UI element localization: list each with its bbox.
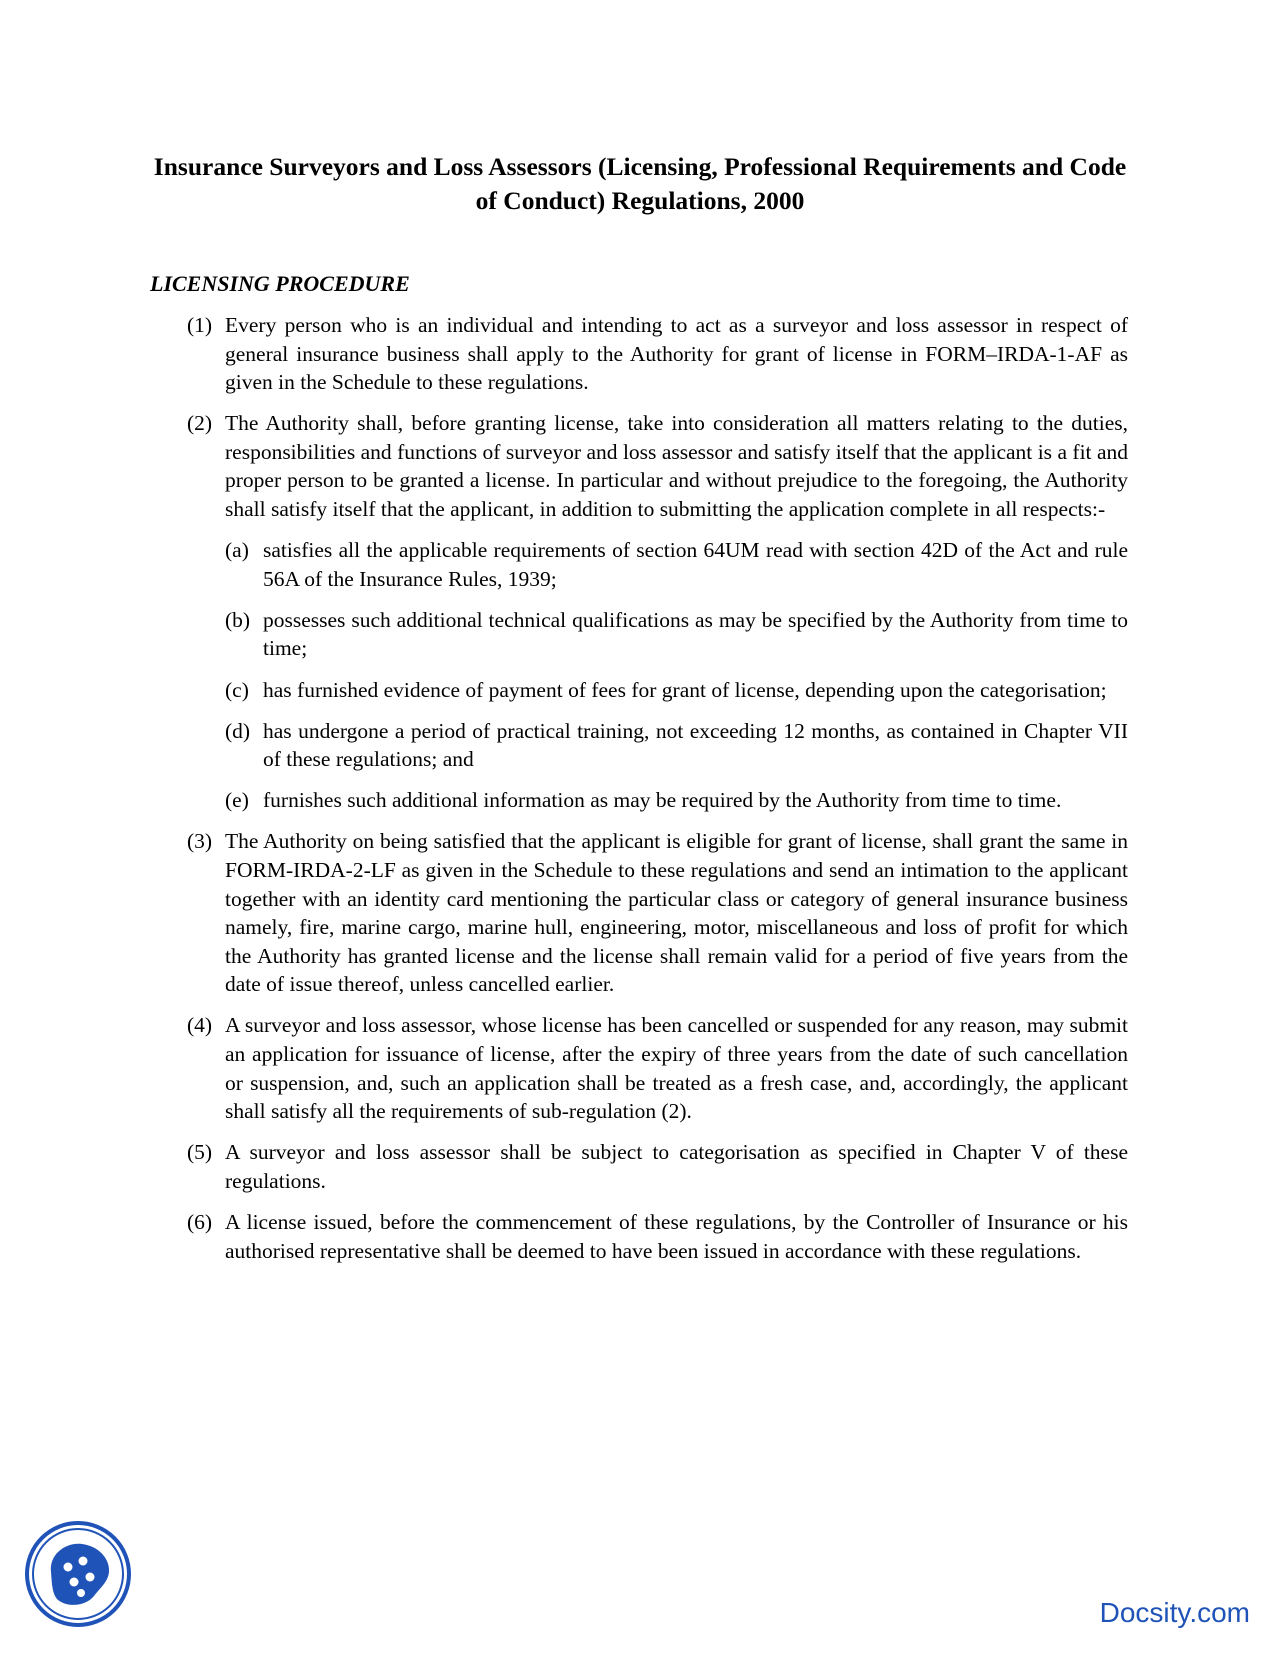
regulation-item-5 xyxy=(187,1138,1128,1195)
item-text: A surveyor and loss assessor, whose license has been cancelled or suspended for any reason, may submit an application for issuance of license, after the expiry of three years from the date of such cancellation or suspension, and, such an application shall be treated as a fresh case, and, accordingly, the applicant shall satisfy all the requirements of sub-regulation (2). xyxy=(225,1013,1128,1124)
document-title: Insurance Surveyors and Loss Assessors (Licensing, Professional Requirements and Code of Conduct) Regulations, 2000 xyxy=(153,152,1127,215)
item-text: Every person who is an individual and intending to act as a surveyor and loss assessor in respect of general insurance business shall apply to the Authority for grant of license in FORM–IRDA-1-AF as given in the Schedule to these regulations. xyxy=(225,313,1128,395)
item-number: (4) xyxy=(187,1013,213,1038)
item-number: (5) xyxy=(187,1140,213,1165)
regulation-subitem-d xyxy=(225,717,1128,774)
subitem-text: satisfies all the applicable requirements of section 64UM read with section 42D of the Act and rule 56A of the Insurance Rules, 1939; xyxy=(263,538,1128,591)
subitem-text: has undergone a period of practical training, not exceeding 12 months, as contained in Chapter VII of these regulations; and xyxy=(263,718,1128,772)
regulation-item-2 xyxy=(187,409,1128,523)
regulation-item-3 xyxy=(187,827,1128,999)
item-number: (2) xyxy=(187,411,213,436)
subitem-letter: (a) xyxy=(225,538,249,563)
subitem-text: has furnished evidence of payment of fees for grant of license, depending upon the categorisation; xyxy=(263,677,1107,702)
item-number: (3) xyxy=(187,829,213,854)
subitem-text: possesses such additional technical qualifications as may be specified by the Authority from time to time; xyxy=(263,607,1128,661)
subitem-letter: (e) xyxy=(225,788,249,813)
item-text: A license issued, before the commencement of these regulations, by the Controller of Insurance or his authorised representative shall be deemed to have been issued in accordance with these regulations. xyxy=(225,1210,1128,1263)
section-heading: LICENSING PROCEDURE xyxy=(150,271,410,296)
item-text: The Authority on being satisfied that the applicant is eligible for grant of license, shall grant the same in FORM-IRDA-2-LF as given in the Schedule to these regulations and send an intimation to the applicant together with an identity card mentioning the particular class or category of general insurance business namely, fire, marine cargo, marine hull, engineering, motor, miscellaneous and loss of profit for which the Authority has granted license and the license shall remain valid for a period of five years from the date of issue thereof, unless cancelled earlier. xyxy=(225,829,1128,997)
docsity-logo-icon[interactable] xyxy=(24,1520,132,1628)
regulation-item-6 xyxy=(187,1208,1128,1265)
regulation-subitem-a xyxy=(225,536,1128,593)
regulation-subitem-c xyxy=(225,676,1128,705)
docsity-brand-link[interactable]: Docsity.com xyxy=(1099,1597,1250,1628)
subitem-letter: (d) xyxy=(225,718,251,743)
item-text: A surveyor and loss assessor shall be subject to categorisation as specified in Chapter V of these regulations. xyxy=(225,1140,1128,1193)
regulation-subitem-b xyxy=(225,606,1128,663)
regulation-item-4 xyxy=(187,1011,1128,1125)
item-number: (1) xyxy=(187,313,213,337)
item-number: (6) xyxy=(187,1210,213,1235)
item-text: The Authority shall, before granting license, take into consideration all matters relating to the duties, responsibilities and functions of surveyor and loss assessor and satisfy itself that the applicant is a fit and proper person to be granted a license. In particular and without prejudice to the foregoing, the Authority shall satisfy itself that the applicant, in addition to submitting the application complete in all respects:- xyxy=(225,411,1128,522)
subitem-letter: (b) xyxy=(225,607,251,632)
subitem-letter: (c) xyxy=(225,677,249,702)
subitem-text: furnishes such additional information as may be required by the Authority from time to time. xyxy=(263,788,1062,813)
regulation-subitem-e xyxy=(225,786,1128,815)
document-body xyxy=(0,311,1280,1278)
regulation-item-1 xyxy=(187,311,1128,397)
